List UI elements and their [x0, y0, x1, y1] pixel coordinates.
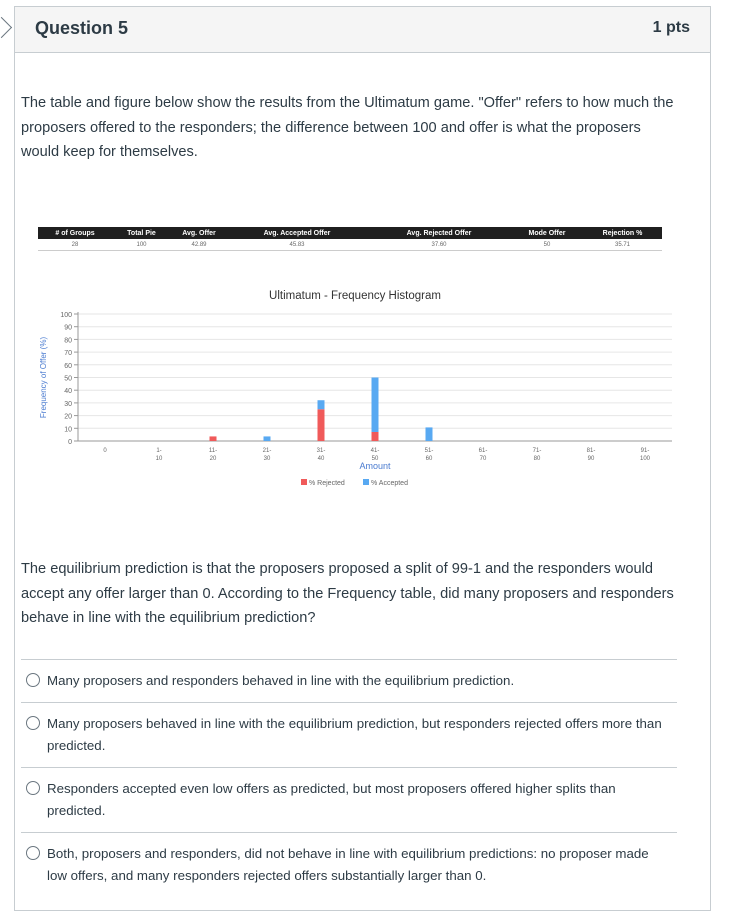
y-axis-label: Frequency of Offer (%)	[39, 336, 48, 419]
answer-option-4[interactable]	[21, 832, 677, 897]
x-tick-label-line2: 30	[263, 456, 271, 462]
radio-button[interactable]	[26, 673, 40, 687]
y-tick-label: 20	[64, 413, 72, 421]
x-tick-label-line2: 40	[317, 456, 325, 462]
x-tick-label-line2: 80	[533, 456, 541, 462]
summary-header-avg-accepted: Avg. Accepted Offer	[227, 227, 367, 239]
y-tick-label: 10	[64, 426, 72, 434]
question-intro: The table and figure below show the results from the Ultimatum game. "Offer" refers to how much the proposers offered to the responders; the difference between 100 and offer is what the proposers would keep for themselves.	[21, 95, 674, 160]
x-tick-label-line2: 60	[425, 456, 433, 462]
y-tick-label: 40	[64, 388, 72, 396]
bar-accepted	[426, 427, 433, 441]
summary-value-groups: 28	[38, 239, 112, 251]
legend-label-accepted: % Accepted	[371, 480, 408, 487]
bar-accepted	[372, 378, 379, 432]
question-header	[15, 7, 710, 53]
y-tick-label: 50	[64, 375, 72, 383]
summary-value-rejection: 35.71	[583, 239, 662, 251]
y-tick-label: 70	[64, 350, 72, 358]
answer-option-2[interactable]	[21, 702, 677, 767]
summary-value-avg-rejected: 37.60	[367, 239, 511, 251]
summary-header-mode-offer: Mode Offer	[511, 227, 583, 239]
x-tick-label-line1: 31-	[316, 448, 326, 454]
x-tick-label-line1: 71-	[532, 448, 542, 454]
x-tick-label-line1: 61-	[478, 448, 488, 454]
histogram-chart	[22, 278, 672, 493]
summary-value-avg-offer: 42.89	[171, 239, 227, 251]
x-tick-label-line1: 91-	[640, 448, 650, 454]
x-tick-label-line2: 70	[479, 456, 487, 462]
y-tick-label: 0	[68, 439, 72, 446]
question-title: Question 5	[35, 18, 129, 38]
x-tick-label-line1: 51-	[424, 448, 434, 454]
answer-label: Many proposers and responders behaved in line with the equilibrium prediction.	[47, 673, 515, 688]
y-tick-label: 100	[60, 312, 72, 319]
x-tick-label-line1: 0	[103, 448, 107, 454]
summary-header-rejection: Rejection %	[583, 227, 662, 239]
answer-option-1[interactable]	[21, 659, 677, 702]
question-points: 1 pts	[652, 19, 690, 36]
bar-accepted	[264, 436, 271, 441]
histogram-svg	[22, 278, 672, 493]
x-tick-label-line2: 10	[155, 456, 163, 462]
x-tick-label-line2: 90	[587, 456, 595, 462]
x-tick-label-line2: 50	[371, 456, 379, 462]
answer-option-3[interactable]	[21, 767, 677, 832]
radio-button[interactable]	[26, 846, 40, 860]
answer-list	[21, 659, 677, 897]
previous-question-arrow-icon[interactable]	[0, 17, 12, 38]
answer-label: Responders accepted even low offers as predicted, but most proposers offered higher splits than predicted.	[47, 781, 616, 818]
summary-header-avg-offer: Avg. Offer	[171, 227, 227, 239]
legend-swatch-rejected	[301, 479, 307, 485]
legend-label-rejected: % Rejected	[309, 480, 345, 487]
x-tick-label-line1: 11-	[208, 448, 218, 454]
radio-button[interactable]	[26, 716, 40, 730]
summary-table	[38, 227, 662, 251]
y-tick-label: 30	[64, 400, 72, 408]
bar-rejected	[210, 436, 217, 441]
x-tick-label-line2: 100	[639, 456, 651, 462]
legend-swatch-accepted	[363, 479, 369, 485]
x-tick-label-line1: 81-	[586, 448, 596, 454]
x-tick-label-line1: 41-	[370, 448, 380, 454]
bar-rejected	[318, 409, 325, 441]
bar-rejected	[372, 432, 379, 441]
summary-row	[38, 239, 662, 251]
summary-value-total-pie: 100	[112, 239, 171, 251]
y-tick-label: 60	[64, 362, 72, 370]
answer-label: Both, proposers and responders, did not behave in line with equilibrium predictions: no proposer made low offers, and many responders rejected offers substantially larger than 0.	[47, 846, 649, 883]
radio-button[interactable]	[26, 781, 40, 795]
x-tick-label-line1: 21-	[262, 448, 272, 454]
y-tick-label: 80	[64, 337, 72, 345]
x-tick-label-line2: 20	[209, 456, 217, 462]
x-tick-label-line1: 1-	[156, 448, 162, 454]
summary-header-groups: # of Groups	[38, 227, 112, 239]
chart-title: Ultimatum - Frequency Histogram	[269, 290, 441, 302]
x-axis-label: Amount	[359, 461, 391, 471]
summary-value-avg-accepted: 45.83	[227, 239, 367, 251]
summary-header-total-pie: Total Pie	[112, 227, 171, 239]
question-prompt: The equilibrium prediction is that the proposers proposed a split of 99-1 and the responders would accept any offer larger than 0. According to the Frequency table, did many proposers and responders behave in line with the equilibrium prediction?	[21, 561, 674, 626]
summary-header-avg-rejected: Avg. Rejected Offer	[367, 227, 511, 239]
bar-accepted	[318, 400, 325, 409]
answer-label: Many proposers behaved in line with the equilibrium prediction, but responders rejected offers more than predicted.	[47, 716, 662, 753]
y-tick-label: 90	[64, 324, 72, 332]
summary-value-mode-offer: 50	[511, 239, 583, 251]
